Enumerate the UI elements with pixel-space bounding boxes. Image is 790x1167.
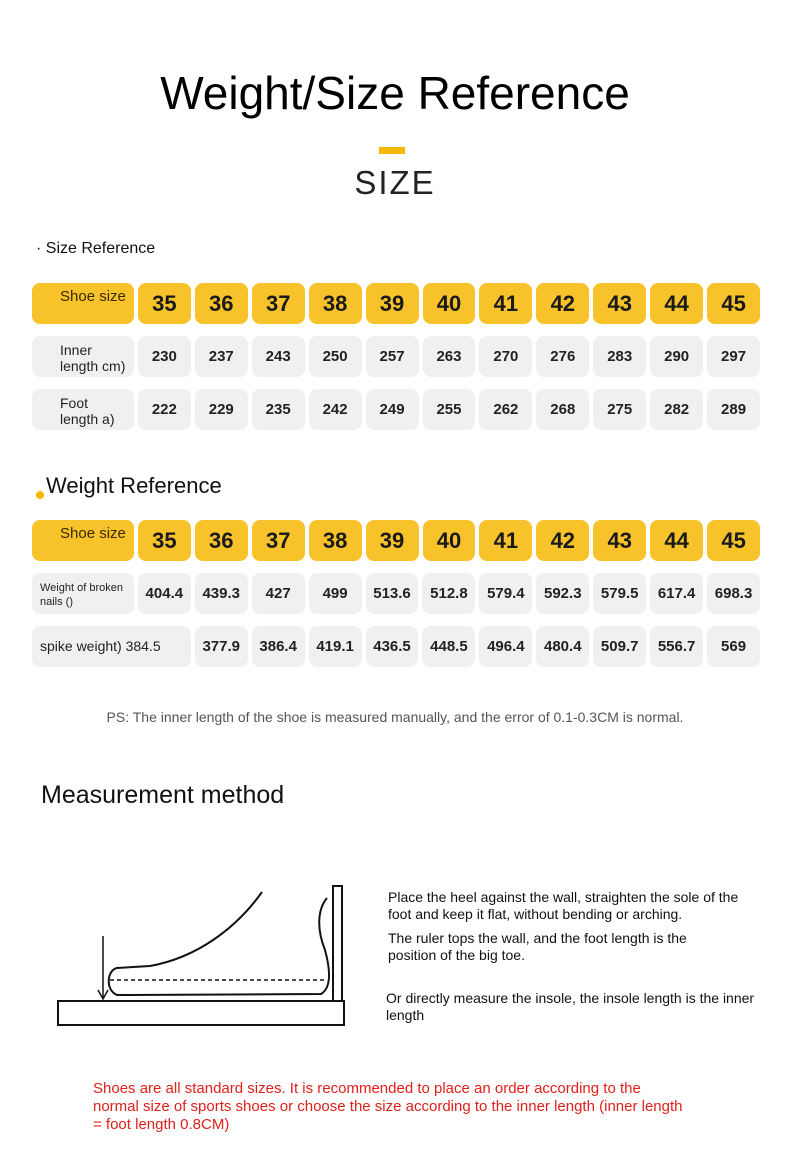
foot-length-row	[32, 389, 760, 430]
table-cell: 235	[252, 389, 305, 430]
size-cell: 41	[479, 283, 532, 324]
table-cell: 496.4	[479, 626, 532, 667]
table-cell: 237	[195, 336, 248, 377]
size-cell: 43	[593, 520, 646, 561]
bullet-dot-icon	[36, 491, 44, 499]
table-cell: 257	[366, 336, 419, 377]
table-cell: 404.4	[138, 573, 191, 614]
foot-length-label: Foot length a)	[32, 389, 134, 430]
size-cell: 39	[366, 283, 419, 324]
table-cell: 436.5	[366, 626, 419, 667]
table-cell: 509.7	[593, 626, 646, 667]
table-cell: 377.9	[195, 626, 248, 667]
table-cell: 513.6	[366, 573, 419, 614]
table-cell: 255	[423, 389, 476, 430]
floor-board	[58, 1001, 344, 1025]
size-cell: 42	[536, 283, 589, 324]
table-cell: 579.5	[593, 573, 646, 614]
table-cell: 222	[138, 389, 191, 430]
size-recommendation-note: Shoes are all standard sizes. It is recommended to place an order according to the normal size of sports shoes or choose the size according to the inner length (inner length = foot length 0.8CM)	[93, 1080, 683, 1133]
measurement-step-3: Or directly measure the insole, the insole length is the inner length	[386, 990, 755, 1023]
table-cell: 270	[479, 336, 532, 377]
table-cell: 419.1	[309, 626, 362, 667]
size-cell: 43	[593, 283, 646, 324]
page-title: Weight/Size Reference	[160, 67, 630, 119]
table-cell: 249	[366, 389, 419, 430]
size-cell: 38	[309, 283, 362, 324]
table-cell: 579.4	[479, 573, 532, 614]
measurement-title: Measurement method	[41, 781, 285, 809]
table-cell: 276	[536, 336, 589, 377]
accent-bar	[379, 147, 405, 154]
table-cell: 556.7	[650, 626, 703, 667]
table-cell: 439.3	[195, 573, 248, 614]
size-cell: 39	[366, 520, 419, 561]
table-cell: 290	[650, 336, 703, 377]
table-cell: 698.3	[707, 573, 760, 614]
ps-note: PS: The inner length of the shoe is measured manually, and the error of 0.1-0.3CM is normal.	[106, 709, 684, 725]
weight-reference-text: Weight Reference	[46, 473, 222, 498]
table-cell: 592.3	[536, 573, 589, 614]
table-cell: 242	[309, 389, 362, 430]
table-cell: 386.4	[252, 626, 305, 667]
table-cell: 283	[593, 336, 646, 377]
size-cell: 36	[195, 520, 248, 561]
shoe-size-header: Shoe size	[32, 283, 134, 324]
inner-length-label: Inner length cm)	[32, 336, 134, 377]
table-cell: 512.8	[422, 573, 475, 614]
table-cell: 569	[707, 626, 760, 667]
table-cell: 617.4	[650, 573, 703, 614]
size-cell: 45	[707, 283, 760, 324]
size-cell: 40	[423, 520, 476, 561]
table-cell: 480.4	[536, 626, 589, 667]
measurement-step-2: The ruler tops the wall, and the foot length is the position of the big toe.	[388, 930, 687, 963]
spike-weight-label: spike weight) 384.5	[32, 626, 191, 667]
size-reference-table	[32, 283, 760, 442]
table-cell: 263	[423, 336, 476, 377]
size-cell: 41	[479, 520, 532, 561]
size-cell: 35	[138, 283, 191, 324]
table-cell: 289	[707, 389, 760, 430]
inner-length-row	[32, 336, 760, 377]
table-cell: 230	[138, 336, 191, 377]
table-cell: 282	[650, 389, 703, 430]
size-cell: 44	[650, 520, 703, 561]
wall	[333, 886, 342, 1001]
weight-reference-table	[32, 520, 760, 679]
table-cell: 243	[252, 336, 305, 377]
size-cell: 45	[707, 520, 760, 561]
measurement-step-1: Place the heel against the wall, straighten the sole of the foot and keep it flat, without bending or arching.	[388, 889, 739, 922]
weight-size-header-row	[32, 520, 760, 561]
table-cell: 268	[536, 389, 589, 430]
size-cell: 44	[650, 283, 703, 324]
table-cell: 448.5	[422, 626, 475, 667]
size-cell: 36	[195, 283, 248, 324]
spike-weight-row	[32, 626, 760, 667]
table-cell: 250	[309, 336, 362, 377]
size-cell: 42	[536, 520, 589, 561]
shoe-size-header: Shoe size	[32, 520, 134, 561]
size-reference-label: · Size Reference	[36, 240, 156, 257]
size-cell: 38	[309, 520, 362, 561]
table-cell: 297	[707, 336, 760, 377]
broken-nails-weight-row	[32, 573, 760, 614]
size-cell: 40	[423, 283, 476, 324]
size-cell: 37	[252, 283, 305, 324]
foot-measurement-diagram	[55, 880, 350, 1030]
table-cell: 427	[252, 573, 305, 614]
table-cell: 262	[479, 389, 532, 430]
table-cell: 229	[195, 389, 248, 430]
size-header-row	[32, 283, 760, 324]
table-cell: 275	[593, 389, 646, 430]
size-heading: SIZE	[354, 164, 436, 201]
table-cell: 499	[309, 573, 362, 614]
size-cell: 37	[252, 520, 305, 561]
weight-reference-label	[36, 473, 222, 499]
size-cell: 35	[138, 520, 191, 561]
broken-nails-label: Weight of broken nails ()	[32, 573, 134, 614]
